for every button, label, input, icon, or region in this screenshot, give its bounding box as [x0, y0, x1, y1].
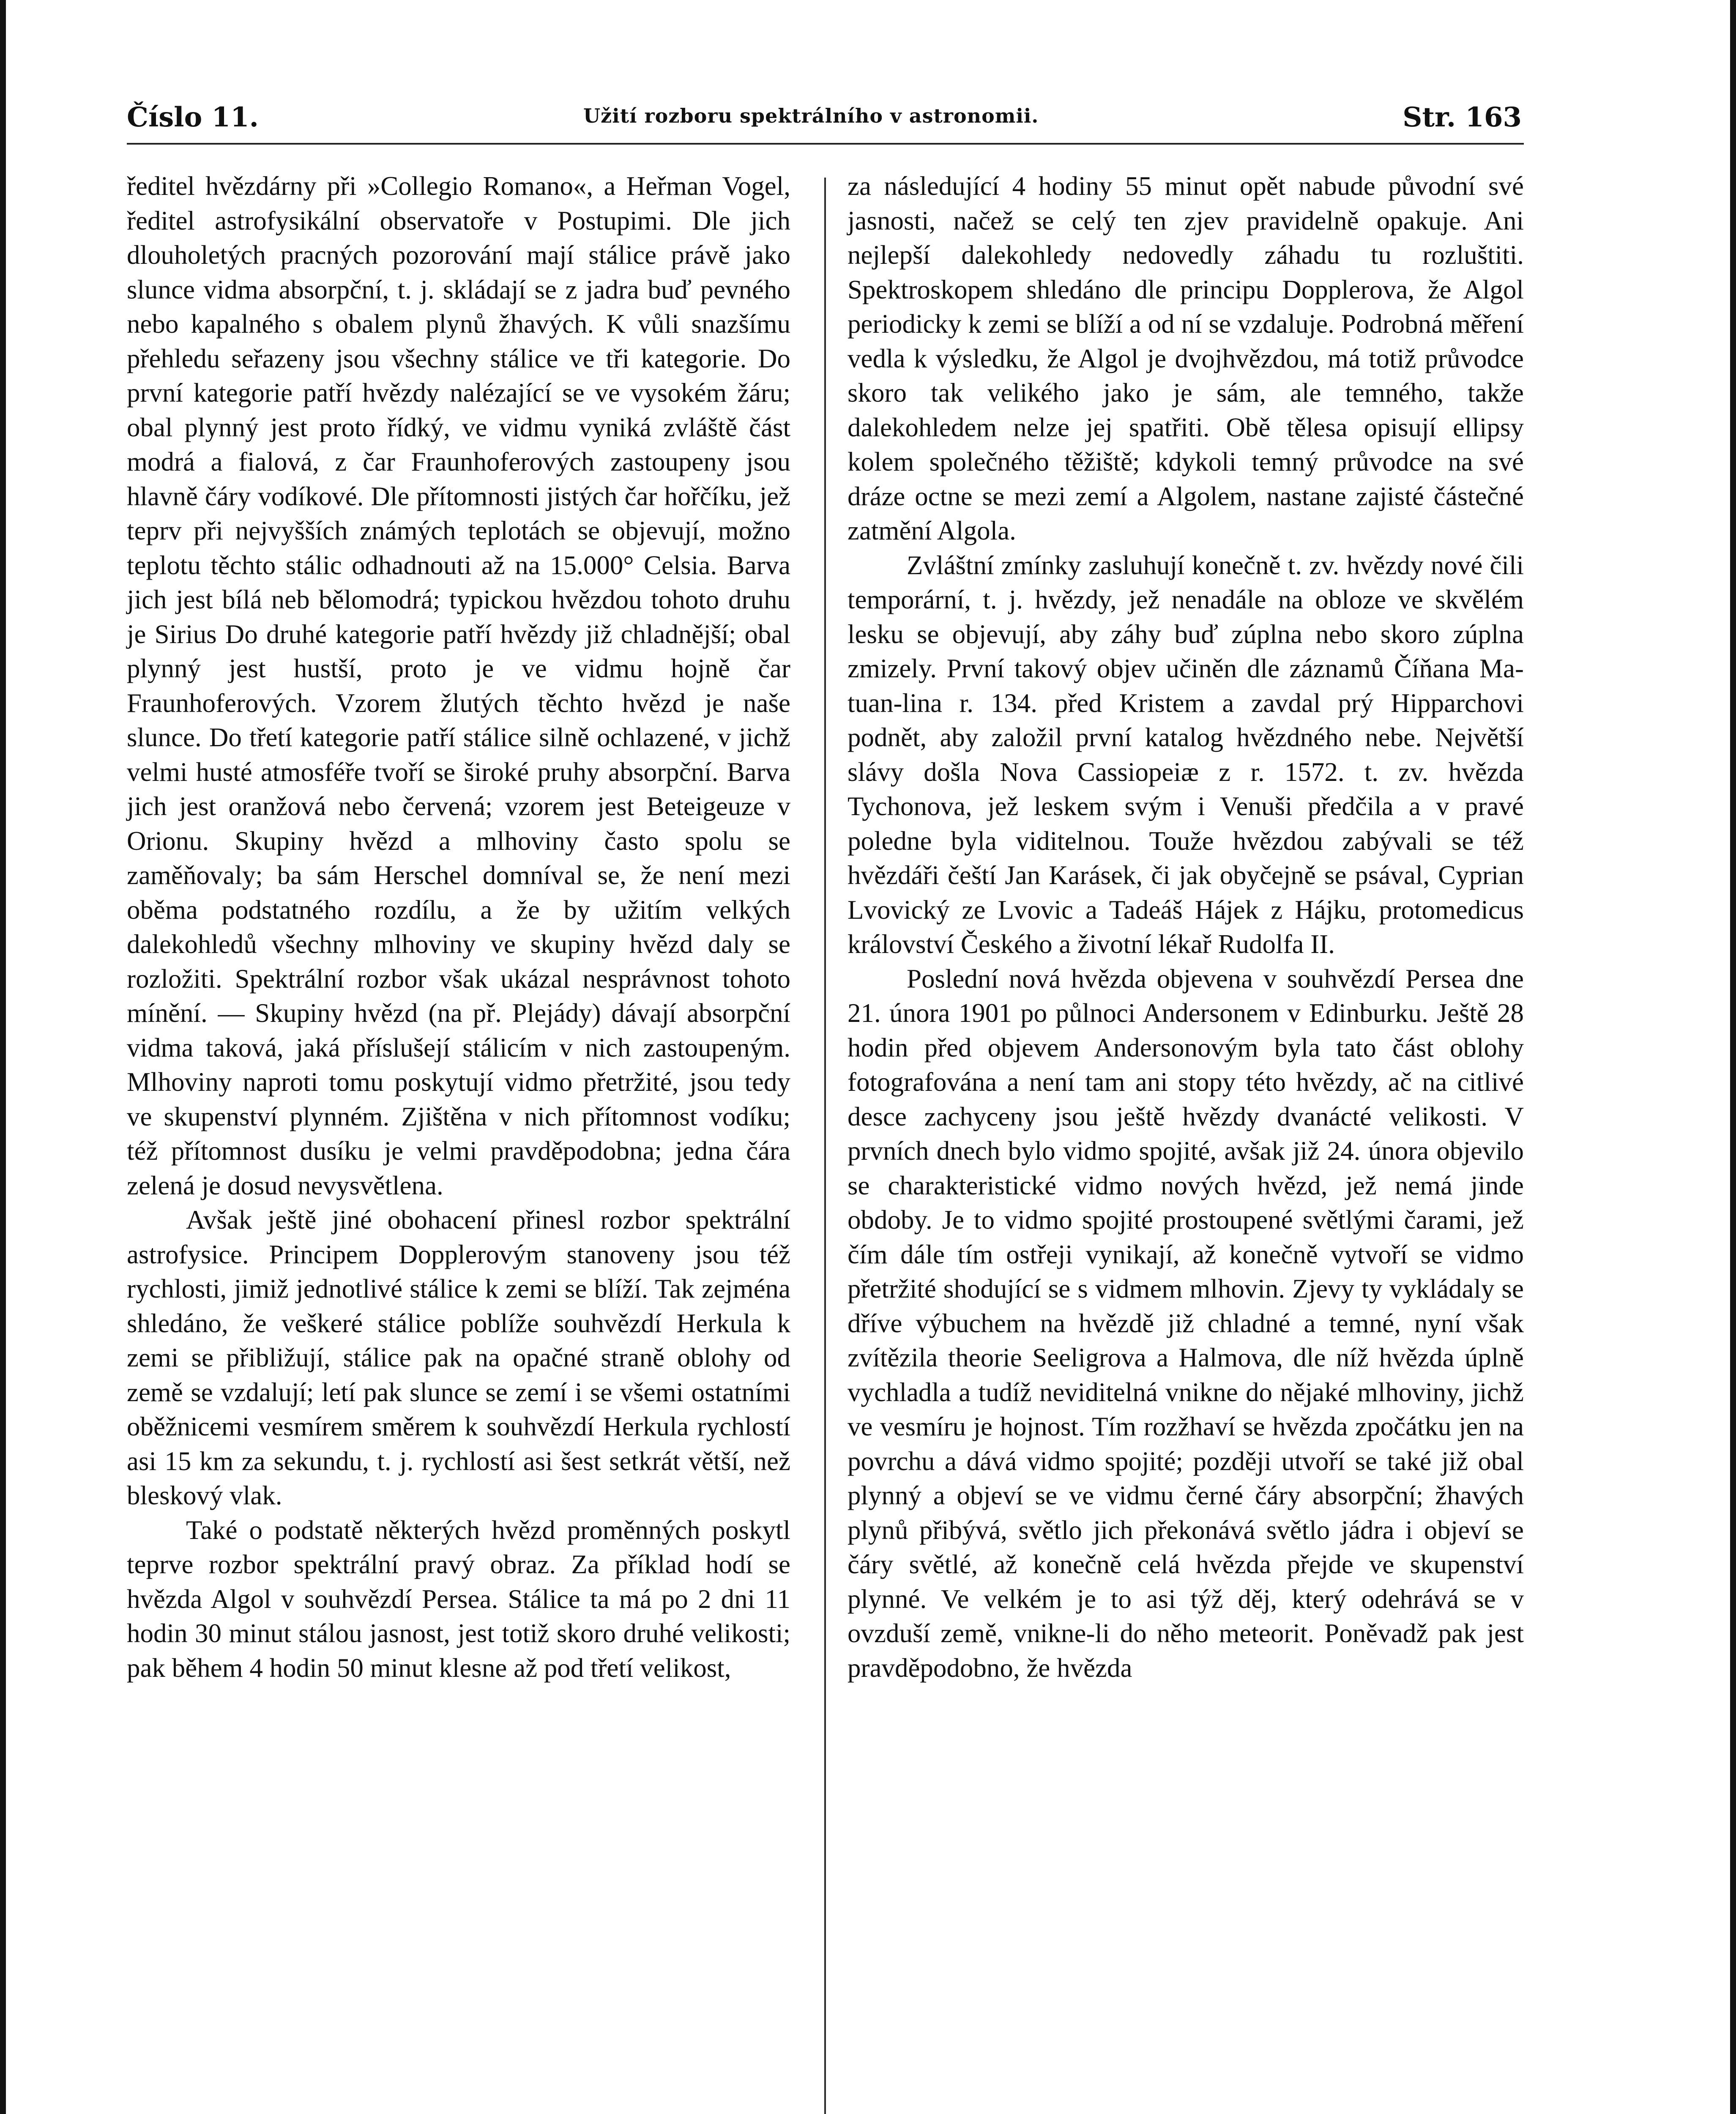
- right-column: [847, 169, 1524, 1685]
- page-header: [127, 95, 1522, 142]
- column-divider: [824, 178, 826, 2114]
- paragraph-left-2: Avšak ještě jiné obohacení přinesl rozbor spektrální astrofysice. Principem Dopplerovým stanoveny jsou též rychlosti, jimiž jednotlivé stálice k zemi se blíží. Tak zejména shledáno, že veškeré stálice poblíže souhvězdí Herkula k zemi se přibližují, stálice pak na opačné straně oblohy od země se vzdalují; letí pak slunce se zemí i se všemi ostatními oběžnicemi vesmírem směrem k souhvězdí Herkula rychlostí asi 15 km za sekundu, t. j. rychlostí asi šest setkrát větší, než bleskový vlak.: [127, 1205, 790, 1510]
- paragraph-right-1: za následující 4 hodiny 55 minut opět nabude původní své jasnosti, načež se celý ten zjev pravidelně opakuje. Ani nejlepší dalekohledy nedovedly záhadu tu rozluštiti. Spektroskopem shledáno dle principu Dopplerova, že Algol periodicky k zemi se blíží a od ní se vzdaluje. Podrobná měření vedla k výsledku, že Algol je dvojhvězdou, má totiž průvodce skoro tak velikého jako je sám, ale temného, takže dalekohledem nelze jej spatřiti. Obě tělesa opisují ellipsy kolem společného těžiště; kdykoli temný průvodce na své dráze octne se mezi zemí a Algolem, nastane zajisté částečné zatmění Algola.: [847, 171, 1524, 545]
- page-number: Str. 163: [1402, 101, 1522, 133]
- issue-number: Číslo 11.: [127, 101, 259, 133]
- header-rule: [127, 143, 1524, 145]
- paragraph-right-2: Zvláštní zmínky zasluhují konečně t. zv. hvězdy nové čili temporární, t. j. hvězdy, jež nenadále na obloze ve skvělém lesku se objevují, aby záhy buď zúplna nebo skoro zúplna zmizely. První takový objev učiněn dle záznamů Číňana Ma-tuan-lina r. 134. před Kristem a zavdal prý Hipparchovi podnět, aby založil první katalog hvězdného nebe. Největší slávy došla Nova Cassiopeiæ z r. 1572. t. zv. hvězda Tychonova, jež leskem svým i Venuši předčila a v pravé poledne byla viditelnou. Touže hvězdou zabývali se též hvězdáři čeští Jan Karásek, či jak obyčejně se psával, Cyprian Lvovický ze Lvovic a Tadeáš Hájek z Hájku, protomedicus království Českého a životní lékař Rudolfa II.: [847, 550, 1524, 959]
- paragraph-left-1: ředitel hvězdárny při »Collegio Romano«, a Heřman Vogel, ředitel astrofysikální observatoře v Postupimi. Dle jich dlouholetých pracných pozorování mají stálice právě jako slunce vidma absorpční, t. j. skládají se z jadra buď pevného nebo kapalného s obalem plynů žhavých. K vůli snazšímu přehledu seřazeny jsou všechny stálice ve tři kategorie. Do první kategorie patří hvězdy nalézající se ve vysokém žáru; obal plynný jest proto řídký, ve vidmu vyniká zvláště část modrá a fialová, z čar Fraunhoferových zastoupeny jsou hlavně čáry vodíkové. Dle přítomnosti jistých čar hořčíku, jež teprv při nejvyšších známých teplotách se objevují, možno teplotu těchto stálic odhadnouti až na 15.000° Celsia. Barva jich jest bílá neb bělomodrá; typickou hvězdou tohoto druhu je Sirius Do druhé kategorie patří hvězdy již chladnější; obal plynný jest hustší, proto je ve vidmu hojně čar Fraunhoferových. Vzorem žlutých těchto hvězd je naše slunce. Do třetí kategorie patří stálice silně ochlazené, v jichž velmi husté atmosféře tvoří se široké pruhy absorpční. Barva jich jest oranžová nebo červená; vzorem jest Beteigeuze v Orionu. Skupiny hvězd a mlhoviny často spolu se zaměňovaly; ba sám Herschel domníval se, že není mezi oběma podstatného rozdílu, a že by užitím velkých dalekohledů všechny mlhoviny ve skupiny hvězd daly se rozložiti. Spektrální rozbor však ukázal nesprávnost tohoto mínění. — Skupiny hvězd (na př. Plejády) dávají absorpční vidma taková, jaká příslušejí stálicím v nich zastoupeným. Mlhoviny naproti tomu poskytují vidmo přetržité, jsou tedy ve skupenství plynném. Zjištěna v nich přítomnost vodíku; též přítomnost dusíku je velmi pravděpodobna; jedna čára zelená je dosud nevysvětlena.: [127, 171, 790, 1200]
- paragraph-left-3: Také o podstatě některých hvězd proměnných poskytl teprve rozbor spektrální pravý obraz. Za příklad hodí se hvězda Algol v souhvězdí Persea. Stálice ta má po 2 dni 11 hodin 30 minut stálou jasnost, jest totiž skoro druhé velikosti; pak během 4 hodin 50 minut klesne až pod třetí velikost,: [127, 1515, 790, 1683]
- left-column: [127, 169, 790, 1685]
- running-title: Užití rozboru spektrálního v astronomii.: [583, 104, 1039, 127]
- paragraph-right-3: Poslední nová hvězda objevena v souhvězdí Persea dne 21. února 1901 po půlnoci Andersonem v Edinburku. Ještě 28 hodin před objevem Andersonovým byla tato část oblohy fotografována a není tam ani stopy této hvězdy, ač na citlivé desce zachyceny jsou ještě hvězdy dvanácté velikosti. V prvních dnech bylo vidmo spojité, avšak již 24. února objevilo se charakteristické vidmo nových hvězd, jež nemá jinde obdoby. Je to vidmo spojité prostoupené světlými čarami, jež čím dále tím ostřeji vynikají, až konečně vytvoří se vidmo přetržité shodující se s vidmem mlhovin. Zjevy ty vykládaly se dříve výbuchem na hvězdě již chladné a temné, nyní však zvítězila theorie Seeligrova a Halmova, dle níž hvězda úplně vychladla a tudíž neviditelná vnikne do nějaké mlhoviny, jichž ve vesmíru je hojnost. Tím rozžhaví se hvězda zpočátku jen na povrchu a dává vidmo spojité; později utvoří se také již obal plynný a objeví se ve vidmu černé čáry absorpční; žhavých plynů přibývá, světlo jich překonává světlo jádra i objeví se čáry světlé, až konečně celá hvězda přejde ve skupenství plynné. Ve velkém je to asi týž děj, který odehrává se v ovzduší země, vnikne-li do něho meteorit. Poněvadž pak jest pravděpodobno, že hvězda: [847, 964, 1524, 1683]
